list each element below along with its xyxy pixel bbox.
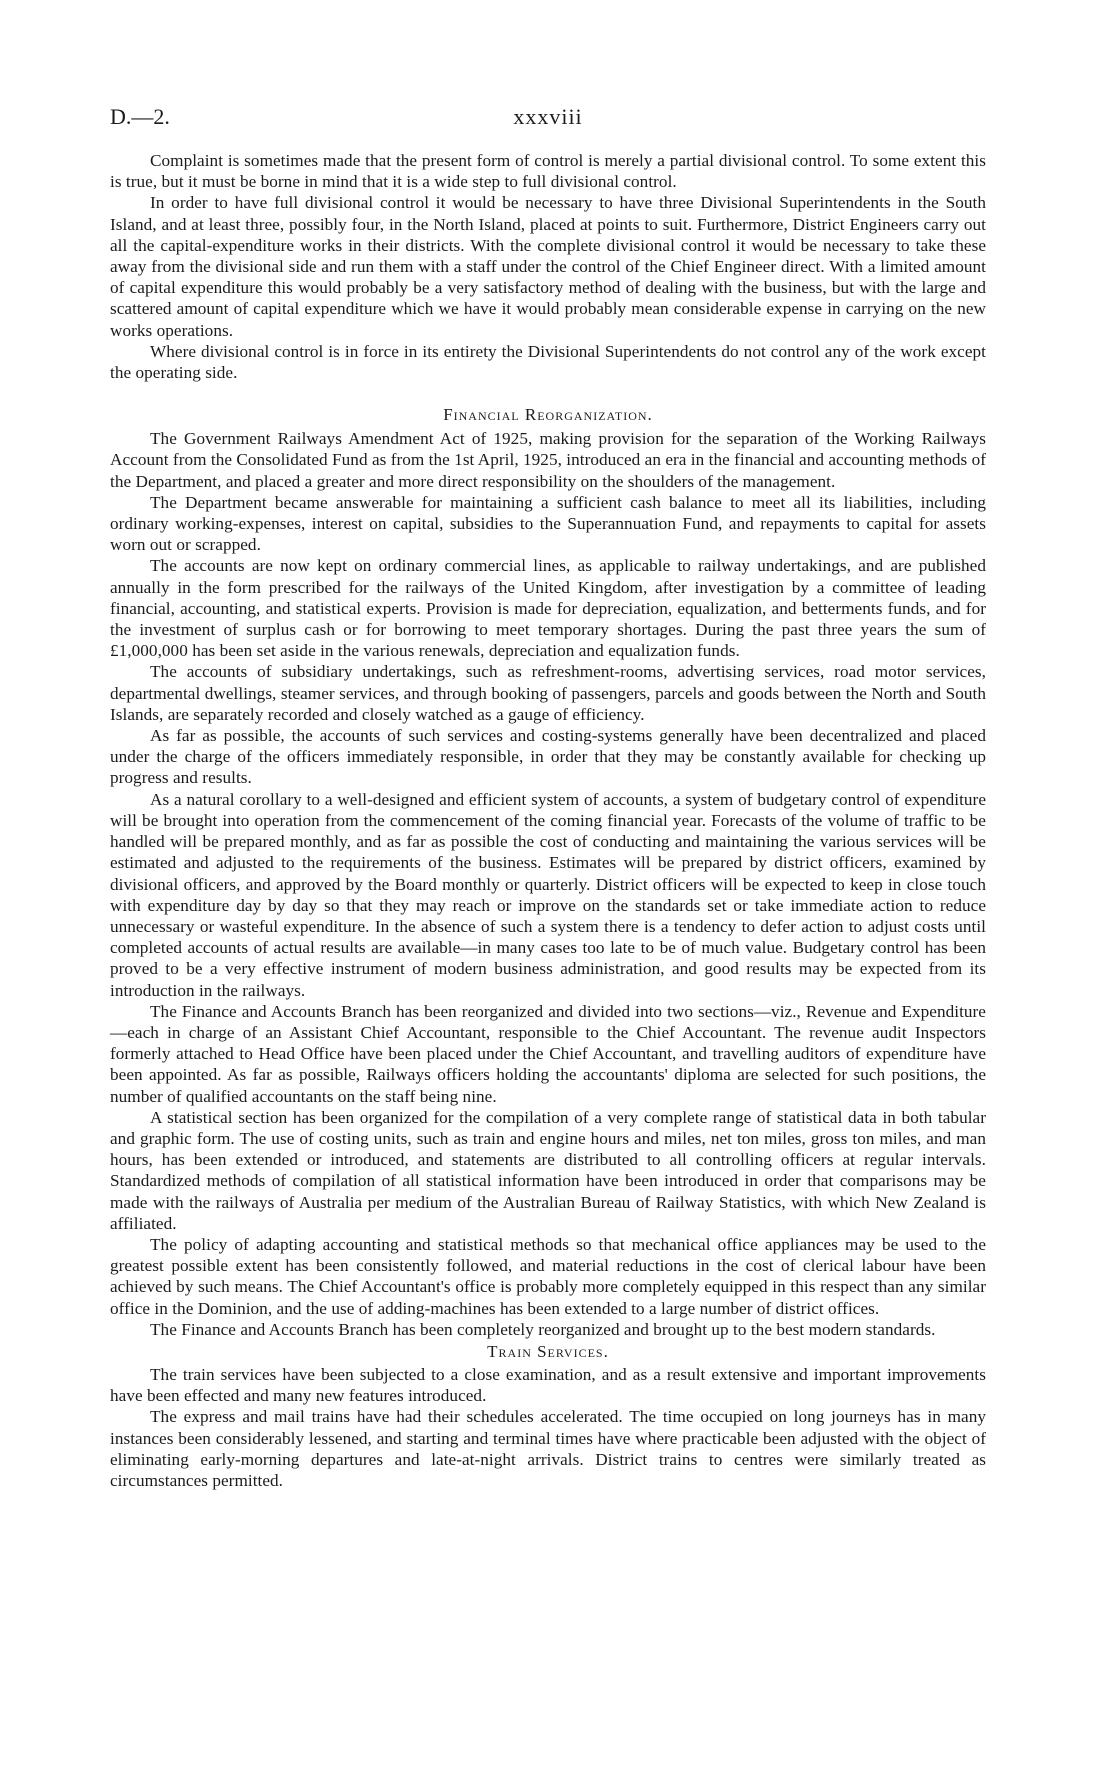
body-paragraph: The Finance and Accounts Branch has been completely reorganized and brought up to the best modern standards. [150,1319,936,1339]
document-page [110,0,986,1792]
body-paragraph: The accounts of subsidiary undertakings, such as refreshment-rooms, advertising services, road motor services, departmental dwellings, steamer services, and through booking of passengers, parcels and goods between the North and South Islands, are separately recorded and closely watched as a gauge of efficiency. [110,662,986,724]
page-number: xxxviii [513,104,583,129]
section-heading-financial-reorganization: Financial Reorganization. [443,405,653,425]
body-paragraph: The train services have been subjected to a close examination, and as a result extensive and important improvements have been effected and many new features introduced. [110,1364,986,1406]
page-body [110,150,986,1491]
body-paragraph: The Department became answerable for maintaining a sufficient cash balance to meet all its liabilities, including ordinary working-expenses, interest on capital, subsidies to the Superannuation Fund, and repayments to capital for assets worn out or scrapped. [110,492,986,555]
page-header [110,104,986,130]
document-reference: D.—2. [110,104,170,129]
body-paragraph: Where divisional control is in force in its entirety the Divisional Superintendents do not control any of the work except the operating side. [110,341,986,383]
body-paragraph: The express and mail trains have had their schedules accelerated. The time occupied on long journeys has in many instances been considerably lessened, and starting and terminal times have where practicable been adjusted with the object of eliminating early-morning departures and late-at-night arrivals. District trains to centres were similarly treated as circumstances permitted. [110,1407,986,1490]
body-paragraph: A statistical section has been organized for the compilation of a very complete range of statistical data in both tabular and graphic form. The use of costing units, such as train and engine hours and miles, net ton miles, gross ton miles, and man hours, has been extended or introduced, and statements are distributed to all controlling officers at regular intervals. Standardized methods of compilation of all statistical information have been introduced in order that comparisons may be made with the railways of Australia per medium of the Australian Bureau of Railway Statistics, with which New Zealand is affiliated. [110,1107,986,1233]
body-paragraph: The accounts are now kept on ordinary commercial lines, as applicable to railway undertakings, and are published annually in the form prescribed for the railways of the United Kingdom, after investigation by a committee of leading financial, accounting, and statistical experts. Provision is made for depreciation, equalization, and betterments funds, and for the investment of surplus cash or for borrowing to meet temporary shortages. During the past three years the sum of £1,000,000 has been set aside in the various renewals, depreciation and equalization funds. [110,556,986,661]
body-paragraph: In order to have full divisional control it would be necessary to have three Divisional Superintendents in the South Island, and at least three, possibly four, in the North Island, placed at points to suit. Furthermore, District Engineers carry out all the capital-expenditure works in their districts. With the complete divisional control it would be necessary to take these away from the divisional side and run them with a staff under the control of the Chief Engineer direct. With a limited amount of capital expenditure this would probably be a very satisfactory method of dealing with the business, but with the large and scattered amount of capital expenditure which we have it would probably mean considerable expense in carrying on the new works operations. [110,193,986,340]
body-paragraph: The Finance and Accounts Branch has been reorganized and divided into two sections—viz., Revenue and Expenditure—each in charge of an Assistant Chief Accountant, responsible to the Chief Accountant. The revenue audit Inspectors formerly attached to Head Office have been placed under the Chief Accountant, and travelling auditors of expenditure have been appointed. As far as possible, Railways officers holding the accountants' diploma are selected for such positions, the number of qualified accountants on the staff being nine. [110,1001,986,1106]
body-paragraph: Complaint is sometimes made that the present form of control is merely a partial divisional control. To some extent this is true, but it must be borne in mind that it is a wide step to full divisional control. [110,151,986,192]
section-heading-train-services: Train Services. [487,1341,609,1361]
body-paragraph: The policy of adapting accounting and statistical methods so that mechanical office appliances may be used to the greatest possible extent has been consistently followed, and material reductions in the cost of clerical labour have been achieved by such means. The Chief Accountant's office is probably more completely equipped in this respect than any similar office in the Dominion, and the use of adding-machines has been extended to a large number of district offices. [110,1234,986,1318]
body-paragraph: The Government Railways Amendment Act of 1925, making provision for the separation of the Working Railways Account from the Consolidated Fund as from the 1st April, 1925, introduced an era in the financial and accounting methods of the Department, and placed a greater and more direct responsibility on the shoulders of the management. [110,429,986,491]
body-paragraph: As far as possible, the accounts of such services and costing-systems generally have been decentralized and placed under the charge of the officers immediately responsible, in order that they may be constantly available for checking up progress and results. [110,726,986,788]
body-paragraph: As a natural corollary to a well-designed and efficient system of accounts, a system of budgetary control of expenditure will be brought into operation from the commencement of the coming financial year. Forecasts of the volume of traffic to be handled will be prepared monthly, and as far as possible the cost of conducting and maintaining the various services will be estimated and adjusted to the requirements of the business. Estimates will be prepared by district officers, examined by divisional officers, and approved by the Board monthly or quarterly. District officers will be expected to keep in close touch with expenditure day by day so that they may reach or improve on the standards set or take immediate action to reduce unnecessary or wasteful expenditure. In the absence of such a system there is a tendency to defer action to adjust costs until completed accounts of actual results are available—in many cases too late to be of much value. Budgetary control has been proved to be a very effective instrument of modern business administration, and good results may be expected from its introduction in the railways. [110,789,986,1000]
